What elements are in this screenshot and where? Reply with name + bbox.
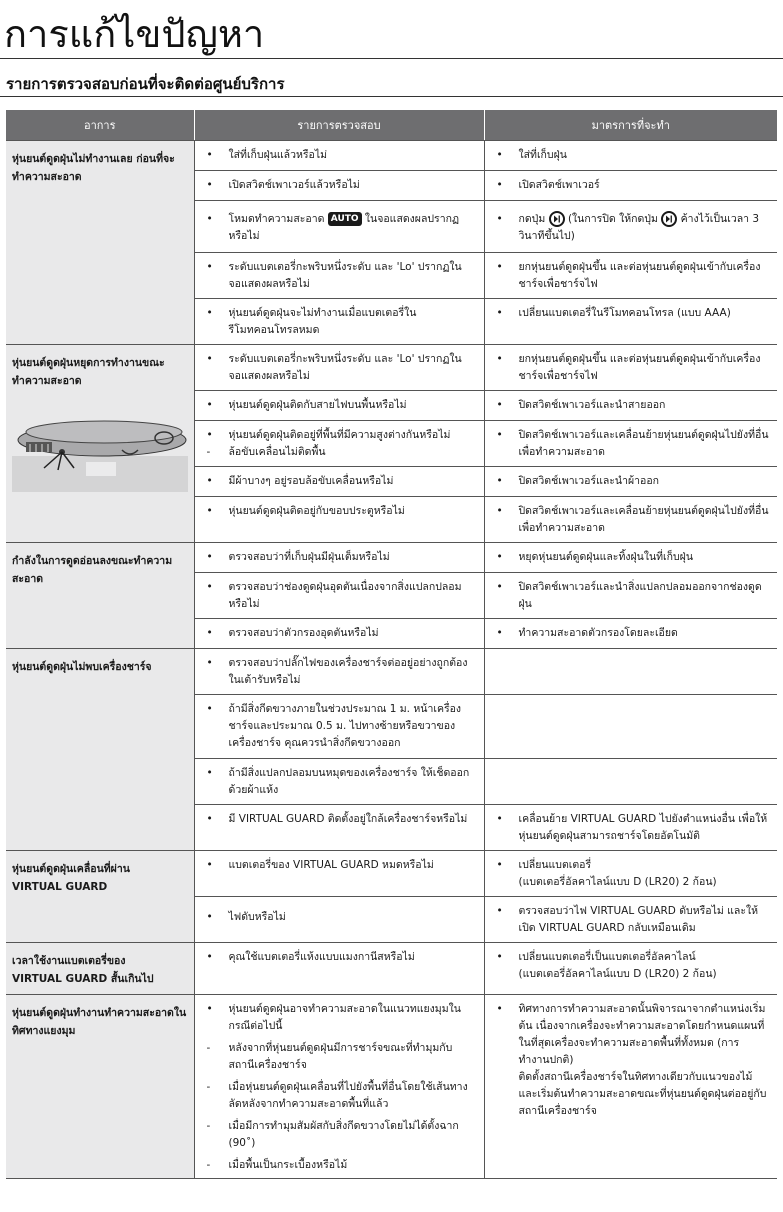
action-cell: • ปิดสวิตช์เพาเวอร์และนำสิ่งแปลกปลอมออกจากช่องดูดฝุ่น	[484, 573, 777, 619]
check-cell: • ใส่ที่เก็บฝุ่นแล้วหรือไม่	[194, 141, 484, 171]
check-cell: • ระดับแบตเตอรี่กะพริบหนึ่งระดับ และ 'Lo' ปรากฏในจอแสดงผลหรือไม่	[194, 253, 484, 299]
action-cell: • ยกหุ่นยนต์ดูดฝุ่นขึ้น และต่อหุ่นยนต์ดูดฝุ่นเข้ากับเครื่องชาร์จเพื่อชาร์จไฟ	[484, 253, 777, 299]
check-cell: • ตรวจสอบว่าตัวกรองอุดตันหรือไม่	[194, 619, 484, 649]
check-cell: • มี VIRTUAL GUARD ติดตั้งอยู่ใกล้เครื่องชาร์จหรือไม่	[194, 805, 484, 851]
check-cell: • ไฟดับหรือไม่	[194, 897, 484, 943]
action-cell	[484, 759, 777, 805]
action-cell: • เปิดสวิตช์เพาเวอร์	[484, 171, 777, 201]
action-cell: • หยุดหุ่นยนต์ดูดฝุ่นและทิ้งฝุ่นในที่เก็บฝุ่น	[484, 543, 777, 573]
action-cell: • เปลี่ยนแบตเตอรี่ (แบตเตอรี่อัลคาไลน์แบบ D (LR20) 2 ก้อน)	[484, 851, 777, 897]
header-action: มาตรการที่จะทำ	[484, 110, 777, 141]
symptom-cell: หุ่นยนต์ดูดฝุ่นไม่ทำงานเลย ก่อนที่จะทำความสะอาด	[6, 141, 194, 345]
action-cell: • ปิดสวิตช์เพาเวอร์และนำผ้าออก	[484, 467, 777, 497]
symptom-cell: หุ่นยนต์ดูดฝุ่นไม่พบเครื่องชาร์จ	[6, 649, 194, 851]
symptom-cell	[6, 345, 194, 543]
check-cell: • ตรวจสอบว่าช่องดูดฝุ่นอุดตันเนื่องจากสิ่งแปลกปลอมหรือไม่	[194, 573, 484, 619]
action-cell: • ทิศทางการทำความสะอาดนั้นพิจารณาจากตำแหน่งเริ่มต้น เนื่องจากเครื่องจะทำความสะอาดโดยกำหนดแผนที่ ในที่สุดเครื่องจะทำความสะอาดพื้นที่ทั้งหมด (การทำงานปกติ) ติดตั้งสถานีเครื่องชาร์จในทิศทางเดียวกับแนวของไม้และเริ่มต้นทำความสะอาดขณะที่หุ่นยนต์ดูดฝุ่นต่ออยู่กับสถานีเครื่องชาร์จ	[484, 995, 777, 1179]
title-divider	[0, 58, 783, 59]
action-cell: • เปลี่ยนแบตเตอรี่เป็นแบตเตอรี่อัลคาไลน์ (แบตเตอรี่อัลคาไลน์แบบ D (LR20) 2 ก้อน)	[484, 943, 777, 995]
check-cell: • มีผ้าบางๆ อยู่รอบล้อขับเคลื่อนหรือไม่	[194, 467, 484, 497]
symptom-cell: เวลาใช้งานแบตเตอรี่ของ VIRTUAL GUARD สั้นเกินไป	[6, 943, 194, 995]
check-cell: • ถ้ามีสิ่งกีดขวางภายในช่วงประมาณ 1 ม. หน้าเครื่องชาร์จและประมาณ 0.5 ม. ไปทางซ้ายหรือขวาของเครื่องชาร์จ คุณควรนำสิ่งกีดขวางออก	[194, 695, 484, 759]
action-cell: • ปิดสวิตช์เพาเวอร์และเคลื่อนย้ายหุ่นยนต์ดูดฝุ่นไปยังที่อื่นเพื่อทำความสะอาด	[484, 497, 777, 543]
action-cell: • ใส่ที่เก็บฝุ่น	[484, 141, 777, 171]
check-cell: • หุ่นยนต์ดูดฝุ่นติดกับสายไฟบนพื้นหรือไม่	[194, 391, 484, 421]
check-cell: • แบตเตอรี่ของ VIRTUAL GUARD หมดหรือไม่	[194, 851, 484, 897]
check-cell: • หุ่นยนต์ดูดฝุ่นจะไม่ทำงานเมื่อแบตเตอรี่ในรีโมทคอนโทรลหมด	[194, 299, 484, 345]
check-cell: • หุ่นยนต์ดูดฝุ่นอาจทำความสะอาดในแนวทแยงมุมในกรณีต่อไปนี้ - หลังจากที่หุ่นยนต์ดูดฝุ่นมีการชาร์จขณะที่ทำมุมกับสถานีเครื่องชาร์จ - เมื่อหุ่นยนต์ดูดฝุ่นเคลื่อนที่ไปยังพื้นที่อื่นโดยใช้เส้นทางลัดหลังจากทำความสะอาดพื้นที่แล้ว - เมื่อมีการทำมุมสัมผัสกับสิ่งกีดขวางโดยไม่ได้ตั้งฉาก (90˚) - เมื่อพื้นเป็นกระเบื้องหรือไม้	[194, 995, 484, 1179]
start-pause-button-icon	[661, 211, 677, 227]
table-row	[6, 995, 777, 1179]
action-cell: • กดปุ่ม (ในการปิด ให้กดปุ่ม ค้างไว้เป็นเวลา 3 วินาทีขึ้นไป)	[484, 201, 777, 253]
table-row	[6, 345, 777, 391]
check-cell: • ถ้ามีสิ่งแปลกปลอมบนหมุดของเครื่องชาร์จ ให้เช็ดออกด้วยผ้าแห้ง	[194, 759, 484, 805]
action-cell	[484, 649, 777, 695]
check-cell: • ตรวจสอบว่าที่เก็บฝุ่นมีฝุ่นเต็มหรือไม่	[194, 543, 484, 573]
symptom-cell: หุ่นยนต์ดูดฝุ่นเคลื่อนที่ผ่าน VIRTUAL GUARD	[6, 851, 194, 943]
action-cell: • ทำความสะอาดตัวกรองโดยละเอียด	[484, 619, 777, 649]
troubleshooting-table	[6, 110, 777, 1179]
table-header-row	[6, 110, 777, 141]
check-cell: • คุณใช้แบตเตอรี่แห้งแบบแมงกานีสหรือไม่	[194, 943, 484, 995]
table-row	[6, 141, 777, 171]
action-cell: • เคลื่อนย้าย VIRTUAL GUARD ไปยังตำแหน่งอื่น เพื่อให้หุ่นยนต์ดูดฝุ่นสามารถชาร์จโดยอัตโนมัติ	[484, 805, 777, 851]
section-title: รายการตรวจสอบก่อนที่จะติดต่อศูนย์บริการ	[6, 75, 285, 93]
header-check: รายการตรวจสอบ	[194, 110, 484, 141]
page-title: การแก้ไขปัญหา	[4, 12, 265, 56]
start-pause-button-icon	[549, 211, 565, 227]
table-row	[6, 543, 777, 573]
action-cell: • เปลี่ยนแบตเตอรี่ในรีโมทคอนโทรล (แบบ AAA)	[484, 299, 777, 345]
table-row	[6, 649, 777, 695]
action-cell	[484, 695, 777, 759]
symptom-cell: กำลังในการดูดอ่อนลงขณะทำความสะอาด	[6, 543, 194, 649]
table-row	[6, 943, 777, 995]
check-cell: • หุ่นยนต์ดูดฝุ่นติดอยู่กับขอบประตูหรือไม่	[194, 497, 484, 543]
symptom-text: หุ่นยนต์ดูดฝุ่นหยุดการทำงานขณะทำความสะอาด	[12, 357, 165, 387]
action-cell: • ตรวจสอบว่าไฟ VIRTUAL GUARD ดับหรือไม่ และให้เปิด VIRTUAL GUARD กลับเหมือนเดิม	[484, 897, 777, 943]
check-cell: • เปิดสวิตช์เพาเวอร์แล้วหรือไม่	[194, 171, 484, 201]
auto-mode-icon: AUTO	[328, 212, 362, 226]
section-divider	[0, 96, 783, 97]
check-cell: • ระดับแบตเตอรี่กะพริบหนึ่งระดับ และ 'Lo' ปรากฏในจอแสดงผลหรือไม่	[194, 345, 484, 391]
robot-vacuum-illustration	[12, 412, 188, 492]
symptom-cell: หุ่นยนต์ดูดฝุ่นทำงานทำความสะอาดในทิศทางแยงมุม	[6, 995, 194, 1179]
check-cell: • ตรวจสอบว่าปลั๊กไฟของเครื่องชาร์จต่ออยู่อย่างถูกต้องในเต้ารับหรือไม่	[194, 649, 484, 695]
check-cell: • หุ่นยนต์ดูดฝุ่นติดอยู่ที่พื้นที่มีความสูงต่างกันหรือไม่ - ล้อขับเคลื่อนไม่ติดพื้น	[194, 421, 484, 467]
check-cell: • โหมดทำความสะอาด AUTO ในจอแสดงผลปรากฏหรือไม่	[194, 201, 484, 253]
action-cell: • ยกหุ่นยนต์ดูดฝุ่นขึ้น และต่อหุ่นยนต์ดูดฝุ่นเข้ากับเครื่องชาร์จเพื่อชาร์จไฟ	[484, 345, 777, 391]
action-cell: • ปิดสวิตช์เพาเวอร์และเคลื่อนย้ายหุ่นยนต์ดูดฝุ่นไปยังที่อื่นเพื่อทำความสะอาด	[484, 421, 777, 467]
table-row	[6, 851, 777, 897]
action-cell: • ปิดสวิตช์เพาเวอร์และนำสายออก	[484, 391, 777, 421]
header-symptom: อาการ	[6, 110, 194, 141]
